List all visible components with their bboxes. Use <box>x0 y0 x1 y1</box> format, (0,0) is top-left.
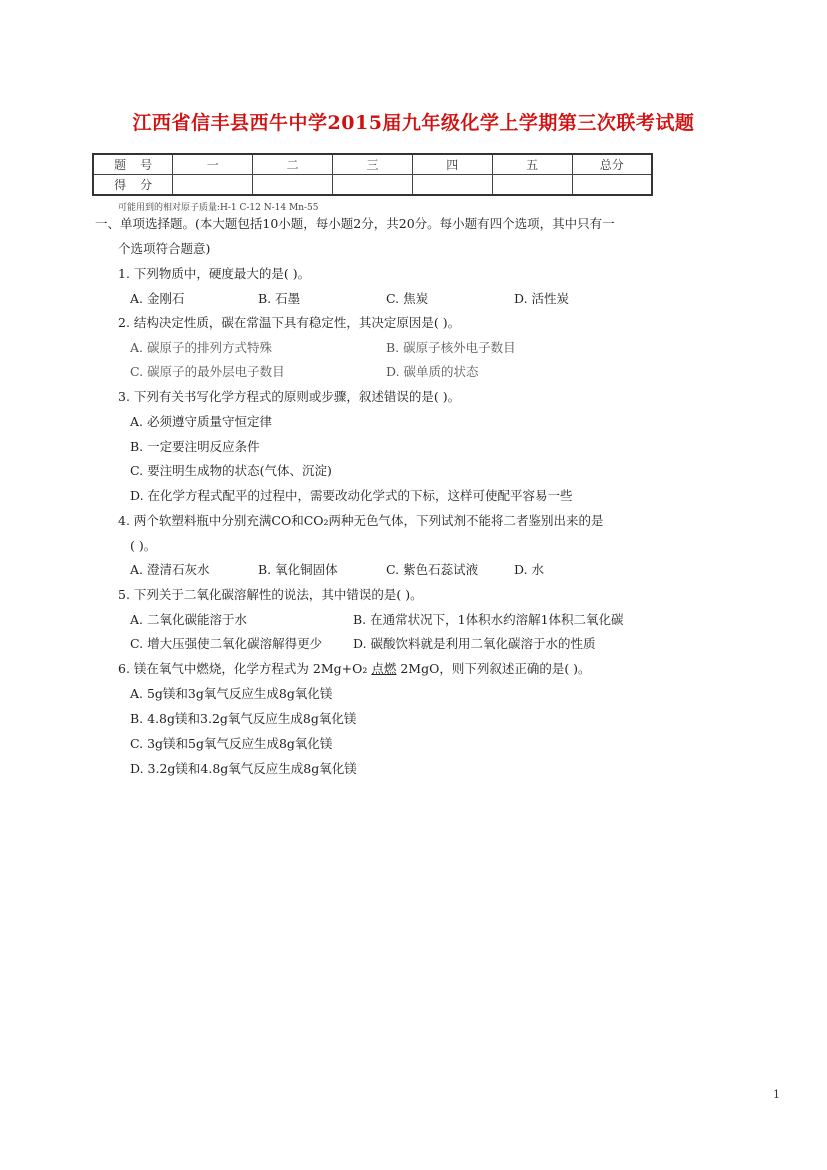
question-6-option-c: C. 3g镁和5g氧气反应生成8g氧化镁 <box>130 736 333 751</box>
score-cell <box>173 175 253 196</box>
question-6-stem <box>118 659 591 677</box>
question-5-option-a: A. 二氧化碳能溶于水 <box>130 612 247 627</box>
question-5-stem: 5. 下列关于二氧化碳溶解性的说法，其中错误的是( )。 <box>118 587 423 602</box>
section-heading-continued: 个选项符合题意) <box>118 241 211 256</box>
question-2-stem: 2. 结构决定性质，碳在常温下具有稳定性，其决定原因是( )。 <box>118 315 461 330</box>
score-table-header-cell: 一 <box>173 154 253 175</box>
question-3-option-a: A. 必须遵守质量守恒定律 <box>130 414 272 429</box>
question-6-stem-text: 6. 镁在氧气中燃烧，化学方程式为 2Mg+O₂ <box>118 661 372 676</box>
score-cell <box>253 175 333 196</box>
score-table-header-cell: 题号 <box>93 154 173 175</box>
question-5-option-d: D. 碳酸饮料就是利用二氧化碳溶于水的性质 <box>353 636 596 651</box>
question-2-option-d: D. 碳单质的状态 <box>386 364 479 379</box>
question-2-option-a: A. 碳原子的排列方式特殊 <box>130 340 272 355</box>
question-4-stem-continued: ( )。 <box>130 538 157 553</box>
score-table-header-cell: 五 <box>492 154 572 175</box>
score-cell <box>333 175 413 196</box>
score-table-header-cell: 四 <box>412 154 492 175</box>
page-number: 1 <box>773 1088 780 1101</box>
score-table-row-label: 得分 <box>93 175 173 196</box>
question-6-option-d: D. 3.2g镁和4.8g氧气反应生成8g氧化镁 <box>130 761 357 776</box>
question-3-option-c: C. 要注明生成物的状态(气体、沉淀) <box>130 463 332 478</box>
question-4-option-d: D. 水 <box>514 562 545 577</box>
question-6-option-b: B. 4.8g镁和3.2g氧气反应生成8g氧化镁 <box>130 711 357 726</box>
question-1-option-b: B. 石墨 <box>258 291 301 306</box>
question-1-stem: 1. 下列物质中，硬度最大的是( )。 <box>118 266 311 281</box>
score-cell <box>492 175 572 196</box>
question-1-option-d: D. 活性炭 <box>514 291 570 306</box>
question-3-option-d: D. 在化学方程式配平的过程中，需要改动化学式的下标，这样可使配平容易一些 <box>130 488 573 503</box>
question-5-option-b: B. 在通常状况下，1体积水约溶解1体积二氧化碳 <box>353 612 624 627</box>
score-table-header-cell: 总分 <box>572 154 652 175</box>
question-2-option-b: B. 碳原子核外电子数目 <box>386 340 516 355</box>
score-table-header-cell: 二 <box>253 154 333 175</box>
page-title: 江西省信丰县西牛中学2015届九年级化学上学期第三次联考试题 <box>132 112 695 134</box>
score-cell <box>412 175 492 196</box>
question-6-stem-text-end: 2MgO，则下列叙述正确的是( )。 <box>396 661 591 676</box>
reaction-condition: 点燃 <box>371 661 397 676</box>
section-heading: 一、单项选择题。(本大题包括10小题，每小题2分，共20分。每小题有四个选项，其中只有一 <box>95 216 615 231</box>
question-2-option-c: C. 碳原子的最外层电子数目 <box>130 364 285 379</box>
question-1-option-a: A. 金刚石 <box>130 291 185 306</box>
score-cell <box>572 175 652 196</box>
question-3-stem: 3. 下列有关书写化学方程式的原则或步骤，叙述错误的是( )。 <box>118 389 461 404</box>
atomic-masses-note: 可能用到的相对原子质量:H-1 C-12 N-14 Mn-55 <box>118 203 319 213</box>
question-4-option-c: C. 紫色石蕊试液 <box>386 562 479 577</box>
score-table-score-row <box>93 175 652 196</box>
question-5-option-c: C. 增大压强使二氧化碳溶解得更少 <box>130 636 323 651</box>
question-4-option-a: A. 澄清石灰水 <box>130 562 210 577</box>
score-table <box>92 153 653 196</box>
question-3-option-b: B. 一定要注明反应条件 <box>130 439 260 454</box>
score-table-header-cell: 三 <box>333 154 413 175</box>
question-1-option-c: C. 焦炭 <box>386 291 429 306</box>
score-table-header-row <box>93 154 652 175</box>
question-6-option-a: A. 5g镁和3g氧气反应生成8g氧化镁 <box>130 686 333 701</box>
question-4-stem: 4. 两个软塑料瓶中分别充满CO和CO₂两种无色气体，下列试剂不能将二者鉴别出来的是 <box>118 513 604 528</box>
question-4-option-b: B. 氧化铜固体 <box>258 562 338 577</box>
